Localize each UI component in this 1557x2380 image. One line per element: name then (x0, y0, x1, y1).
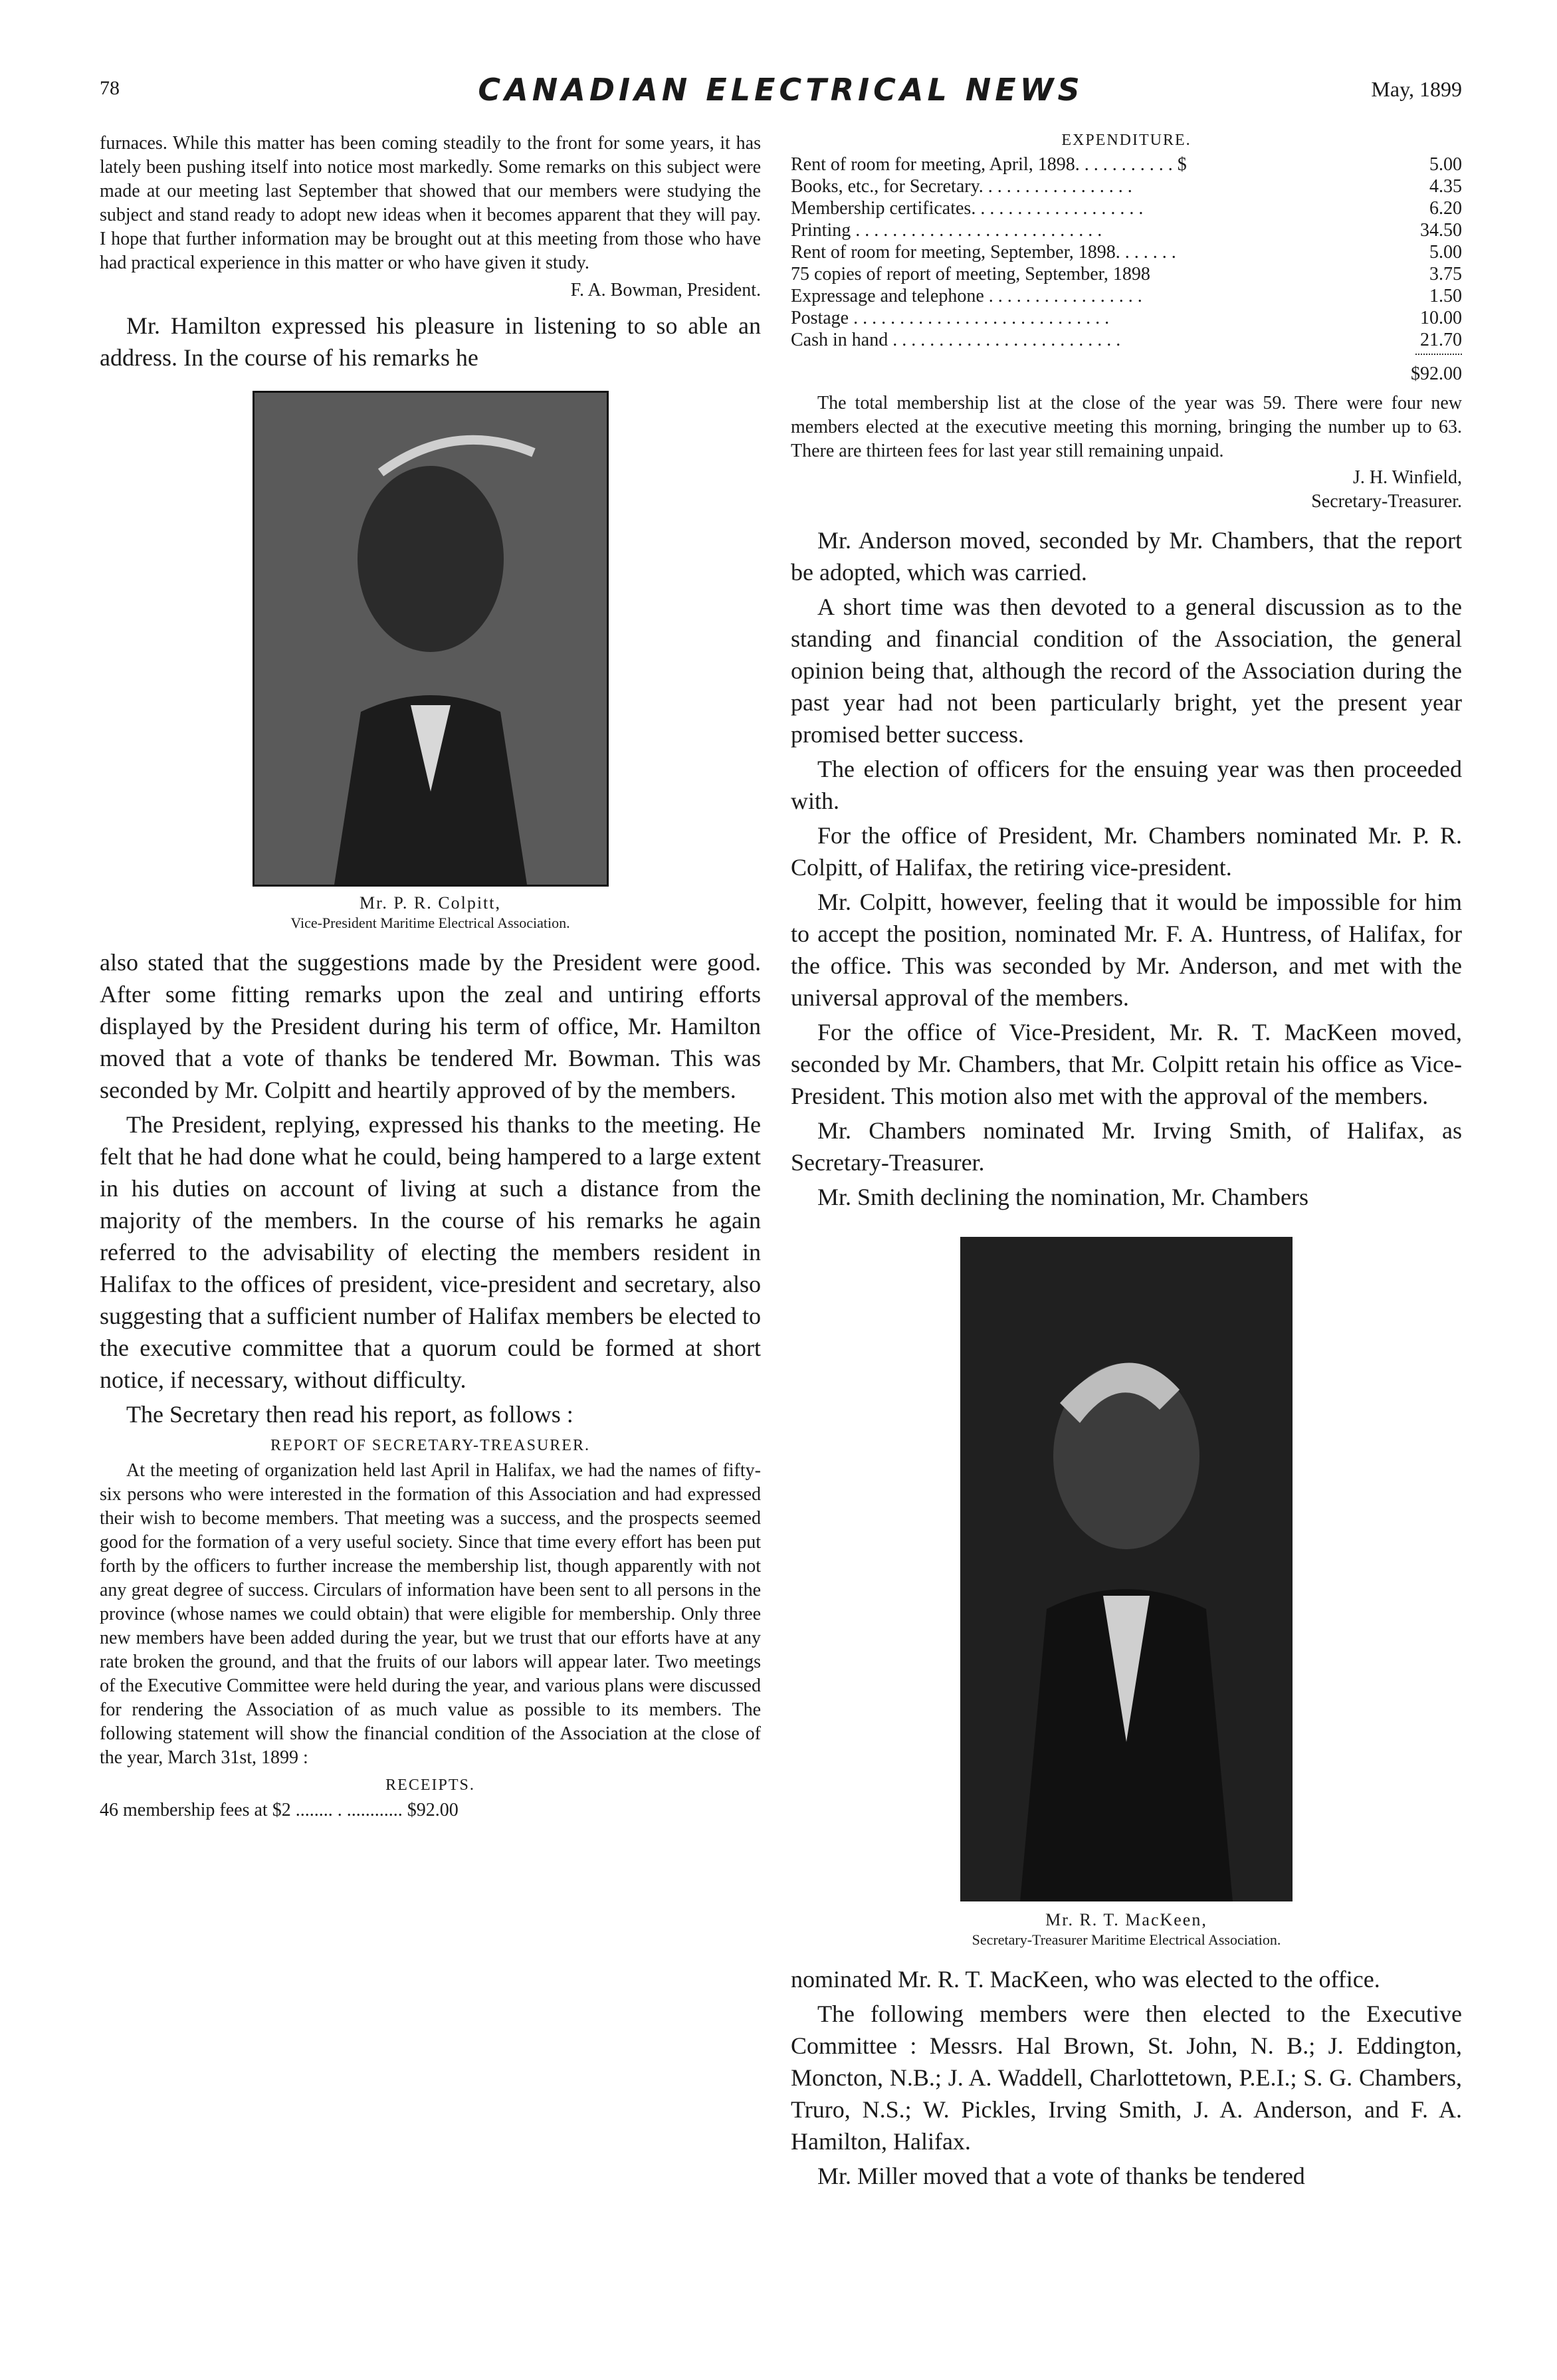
right-column (791, 132, 1462, 2195)
also-paragraph: also stated that the suggestions made by the President were good. After some fitting remarks upon the zeal and untiring efforts displayed by the President during his term of office, Mr. Hamilton moved that a vote of thanks be tendered Mr. Bowman. This was seconded by Mr. Colpitt and heartily approved of by the members. (100, 949, 761, 1103)
ledger-row (791, 219, 1462, 241)
left-column (100, 132, 761, 1825)
colpitt-portrait (253, 391, 609, 887)
secretary-paragraph: The Secretary then read his report, as follows : (126, 1401, 573, 1428)
mackeen-subcaption: Secretary-Treasurer Maritime Electrical Association. (972, 1931, 1281, 1948)
hamilton-paragraph: Mr. Hamilton expressed his pleasure in listening to so able an address. In the course of his remarks he (100, 312, 761, 371)
secretary-signature-name: J. H. Winfield, (1352, 467, 1462, 488)
ledger-item: Cash in hand . . . . . . . . . . . . . . . . . . . . . . . . . (791, 330, 1121, 350)
expenditure-heading: EXPENDITURE. (1061, 132, 1192, 149)
ledger-item: Postage . . . . . . . . . . . . . . . . . . . . . . . . . . . . (791, 308, 1110, 328)
ledger-row (791, 197, 1462, 219)
mackeen-portrait (960, 1237, 1293, 1901)
ledger-amount: 5.00 (1429, 154, 1462, 175)
body-paragraph: Mr. Chambers nominated Mr. Irving Smith, of Halifax, as Secretary-Treasurer. (791, 1117, 1462, 1176)
body-paragraph: The following members were then elected to the Executive Committee : Messrs. Hal Brown, St. John, N. B.; J. Eddington, Moncton, N.B.; J. A. Waddell, Charlottetown, P.E.I.; S. G. Chambers, Truro, N.S.; W. Pickles, Irving Smith, J. A. Anderson, and F. A. Hamilton, Halifax. (791, 2001, 1462, 2155)
ledger-amount: 1.50 (1429, 286, 1462, 306)
body-paragraph: Mr. Colpitt, however, feeling that it would be impossible for him to accept the position, nominated Mr. F. A. Huntress, of Halifax, for the office. This was seconded by Mr. Anderson, and met with the universal approval of the members. (791, 889, 1462, 1011)
mackeen-caption: Mr. R. T. MacKeen, (1045, 1910, 1207, 1929)
ledger-row (791, 307, 1462, 329)
receipts-heading: RECEIPTS. (385, 1777, 475, 1794)
ledger-row (791, 285, 1462, 307)
colpitt-subcaption: Vice-President Maritime Electrical Association. (290, 915, 570, 931)
mackeen-photo-block (791, 1230, 1462, 1949)
total-rule (1415, 354, 1462, 355)
ledger-item: Printing . . . . . . . . . . . . . . . . . . . . . . . . . . . (791, 220, 1102, 241)
opening-paragraph: furnaces. While this matter has been coming steadily to the front for some years, it has lately been pushing itself into notice most markedly. Some remarks on this subject were made at our meeting last September that showed that our members were studying the subject and stand ready to adopt new ideas when it becomes apparent that they will pay. I hope that further information may be brought out at this meeting from those who have had practical experience in this matter or who have given it study. (100, 133, 761, 273)
membership-note: The total membership list at the close of the year was 59. There were four new members elected at the executive meeting this morning, bringing the number up to 63. There are thirteen fees for last year still remaining unpaid. (791, 393, 1462, 461)
ledger-row (791, 241, 1462, 263)
ledger-item: Rent of room for meeting, September, 1898. . . . . . . (791, 242, 1176, 263)
body-paragraph: For the office of Vice-President, Mr. R. T. MacKeen moved, seconded by Mr. Chambers, that Mr. Colpitt retain his office as Vice-President. This motion also met with the approval of the members. (791, 1019, 1462, 1109)
expenditure-ledger (791, 154, 1462, 385)
body-paragraph: Mr. Smith declining the nomination, Mr. Chambers (817, 1184, 1308, 1210)
ledger-item: Books, etc., for Secretary. . . . . . . . . . . . . . . . . (791, 176, 1132, 197)
ledger-row (791, 263, 1462, 285)
ledger-amount: 4.35 (1429, 176, 1462, 197)
ledger-amount: 34.50 (1420, 220, 1462, 241)
ledger-item: Membership certificates. . . . . . . . . . . . . . . . . . . (791, 198, 1144, 219)
expenditure-total: $92.00 (1411, 364, 1462, 384)
portrait-illustration (960, 1237, 1293, 1901)
ledger-item: Rent of room for meeting, April, 1898. . . . . . . . . . . $ (791, 154, 1187, 175)
colpitt-photo-block (100, 391, 761, 932)
president-reply-paragraph: The President, replying, expressed his thanks to the meeting. He felt that he had done what he could, being hampered to a large extent in his duties on account of living at such a distance from the majority of the members. In the course of his remarks he again referred to the advisability of electing the members resident in Halifax to the offices of president, vice-president and secretary, also suggesting that a sufficient number of Halifax members be elected to the executive committee that a quorum could be formed at short notice, if necessary, without difficulty. (100, 1111, 761, 1393)
ledger-amount: 21.70 (1420, 330, 1462, 350)
president-signature: F. A. Bowman, President. (570, 280, 761, 300)
body-paragraph: Mr. Anderson moved, seconded by Mr. Chambers, that the report be adopted, which was carried. (791, 527, 1462, 586)
ledger-row (791, 154, 1462, 175)
ledger-amount: 3.75 (1429, 264, 1462, 284)
colpitt-caption: Mr. P. R. Colpitt, (360, 893, 501, 913)
report-heading: REPORT OF SECRETARY-TREASURER. (270, 1437, 590, 1454)
page-number: 78 (100, 77, 120, 99)
ledger-item: 75 copies of report of meeting, September, 1898 (791, 264, 1150, 284)
page-header (100, 72, 1462, 118)
body-paragraph: nominated Mr. R. T. MacKeen, who was elected to the office. (791, 1966, 1380, 1993)
ledger-amount: 10.00 (1420, 308, 1462, 328)
portrait-illustration (255, 393, 607, 885)
body-paragraph: Mr. Miller moved that a vote of thanks be tendered (817, 2163, 1305, 2189)
secretary-signature-title: Secretary-Treasurer. (1311, 491, 1462, 512)
ledger-row (791, 175, 1462, 197)
ledger-amount: 5.00 (1429, 242, 1462, 263)
receipts-line: 46 membership fees at $2 ........ . ............ $92.00 (100, 1800, 459, 1820)
ledger-amount: 6.20 (1429, 198, 1462, 219)
issue-date: May, 1899 (1371, 77, 1462, 101)
report-text: At the meeting of organization held last April in Halifax, we had the names of fifty-six persons who were interested in the formation of this Association and had expressed their wish to become members. That meeting was a success, and the prospects seemed good for the formation of a very useful society. Since that time every effort has been put forth by the officers to further increase the membership list, though apparently with not any great degree of success. Circulars of information have been sent to all persons in the province (whose names we could obtain) that were eligible for membership. Only three new members have been added during the year, but we trust that our efforts have at any rate broken the ground, and that the fruits of our labors will appear later. Two meetings of the Executive Committee were held during the year, and various plans were discussed for rendering the Association of as much value as possible to its members. The following statement will show the financial condition of the Association at the close of the year, March 31st, 1899 : (100, 1460, 761, 1768)
ledger-item: Expressage and telephone . . . . . . . . . . . . . . . . . (791, 286, 1142, 306)
body-paragraph: The election of officers for the ensuing year was then proceeded with. (791, 756, 1462, 814)
ledger-row (791, 329, 1462, 351)
body-paragraph: For the office of President, Mr. Chambers nominated Mr. P. R. Colpitt, of Halifax, the retiring vice-president. (791, 822, 1462, 881)
body-paragraph: A short time was then devoted to a general discussion as to the standing and financial condition of the Association, the general opinion being that, although the record of the Association during the past year had not been particularly bright, yet the present year promised better success. (791, 594, 1462, 748)
masthead: CANADIAN ELECTRICAL NEWS (478, 72, 1084, 108)
